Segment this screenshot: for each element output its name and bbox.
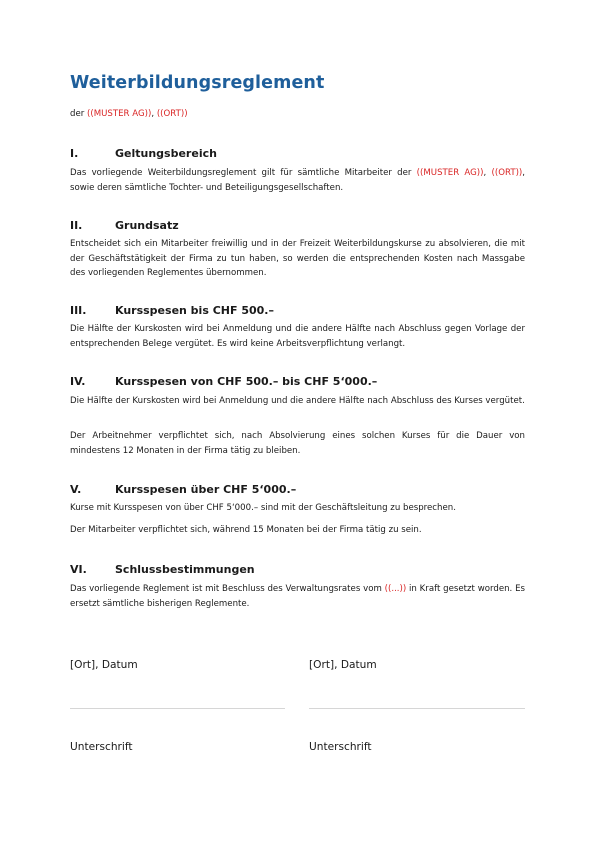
section-2-paragraph: Entscheidet sich ein Mitarbeiter freiwillig und in der Freizeit Weiterbildungskurse zu absolvieren, die mit der Geschäftstätigkeit der Firma zu tun haben, so werden die entsprechenden Kosten nach Massgabe des vorliegenden Reglementes übernommen.: [70, 239, 525, 278]
place-placeholder: ((ORT)): [156, 109, 188, 119]
section-heading-3: [70, 304, 274, 317]
section-4-paragraph-2: Der Arbeitnehmer verpflichtet sich, nach Absolvierung eines solchen Kurses für die Dauer von mindestens 12 Monaten in der Firma tätig zu bleiben.: [70, 431, 525, 456]
right-signature-label: Unterschrift: [309, 741, 372, 753]
section-number: IV.: [70, 375, 86, 388]
paragraph-text: ,: [483, 168, 492, 178]
paragraph-text: , sowie deren sämtliche Tochter- und Beteiligungsgesellschaften.: [70, 168, 526, 193]
section-heading-1: [70, 147, 217, 160]
paragraph-text: Das vorliegende Reglement ist mit Beschluss des Verwaltungsrates vom: [70, 584, 385, 594]
paragraph-text: Das vorliegende Weiterbildungsreglement gilt für sämtliche Mitarbeiter der: [70, 168, 417, 178]
section-number: II.: [70, 219, 83, 232]
section-heading-4: [70, 375, 377, 388]
subtitle-separator: ,: [151, 109, 157, 119]
section-6-paragraph: [70, 582, 525, 611]
section-number: VI.: [70, 563, 87, 576]
section-4-paragraph-1: Die Hälfte der Kurskosten wird bei Anmeldung und die andere Hälfte nach Abschluss des Kurses vergütet.: [70, 396, 525, 406]
section-title: Kursspesen über CHF 5‘000.–: [115, 483, 297, 496]
section-title: Geltungsbereich: [115, 147, 217, 160]
section-heading-5: [70, 483, 296, 496]
date-placeholder: ((...)): [384, 584, 407, 594]
section-1-paragraph: [70, 166, 525, 195]
left-signature-label: Unterschrift: [70, 741, 133, 753]
right-signature-line: [309, 708, 525, 709]
section-5-paragraph-2: Der Mitarbeiter verpflichtet sich, während 15 Monaten bei der Firma tätig zu sein.: [70, 525, 422, 535]
section-5-paragraph-1: Kurse mit Kursspesen von über CHF 5‘000.– sind mit der Geschäftsleitung zu besprechen.: [70, 503, 456, 513]
paragraph-text: in Kraft gesetzt worden. Es ersetzt sämtliche bisherigen Reglemente.: [70, 584, 525, 609]
section-title: Schlussbestimmungen: [115, 563, 255, 576]
left-place-date-label: [Ort], Datum: [70, 659, 138, 671]
section-number: III.: [70, 304, 87, 317]
section-title: Kursspesen von CHF 500.– bis CHF 5‘000.–: [115, 375, 378, 388]
section-title: Grundsatz: [115, 219, 179, 232]
company-placeholder: ((MUSTER AG)): [416, 168, 484, 178]
document-subtitle: [70, 109, 188, 119]
section-number: I.: [70, 147, 79, 160]
section-number: V.: [70, 483, 82, 496]
section-title: Kursspesen bis CHF 500.–: [115, 304, 274, 317]
subtitle-prefix: der: [70, 109, 88, 119]
left-signature-line: [70, 708, 285, 709]
right-place-date-label: [Ort], Datum: [309, 659, 377, 671]
section-heading-6: [70, 563, 255, 576]
company-placeholder: ((MUSTER AG)): [87, 109, 152, 119]
place-placeholder: ((ORT)): [491, 168, 523, 178]
section-3-paragraph: Die Hälfte der Kurskosten wird bei Anmeldung und die andere Hälfte nach Abschluss gegen Vorlage der entsprechenden Belege vergütet. Es wird keine Arbeitsverpflichtung verlangt.: [70, 324, 525, 349]
section-heading-2: [70, 219, 179, 232]
document-title: Weiterbildungsreglement: [70, 73, 325, 93]
